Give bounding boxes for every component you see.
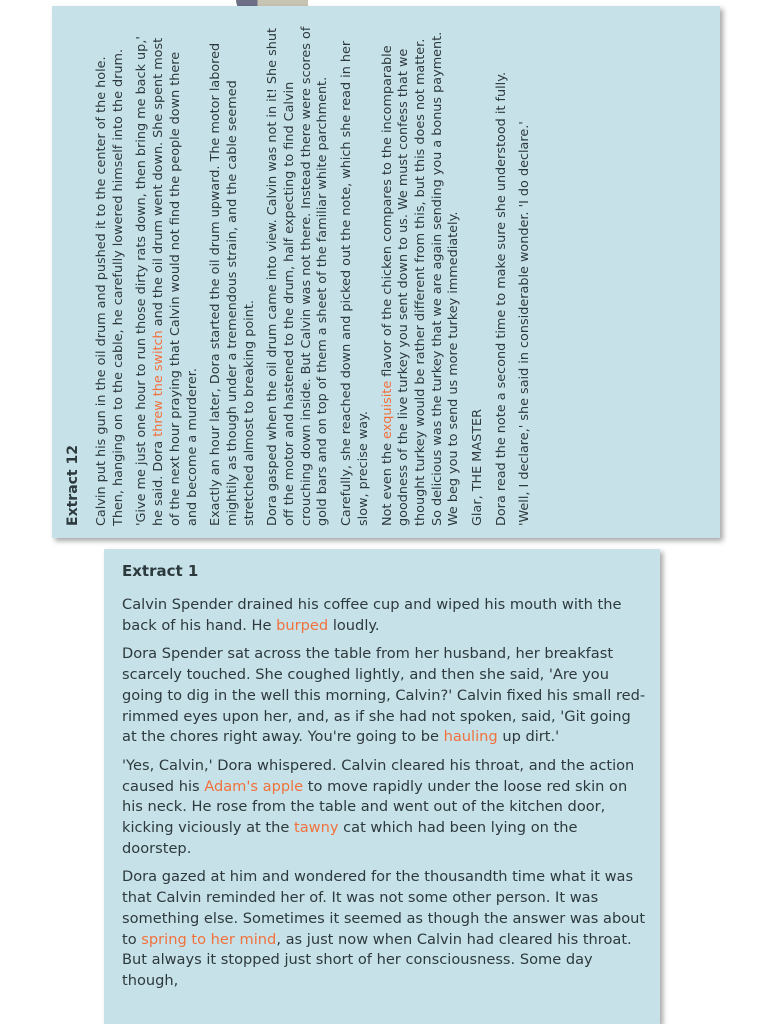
extract-12-card (52, 6, 720, 538)
extract-12-paragraph (134, 26, 201, 526)
extract-12-signature: Glar, THE MASTER (470, 408, 486, 526)
vocab-highlight: burped (276, 616, 329, 634)
text-run: 'Give me just one hour to run those dirty rats down, then bring me back up,' he said. Dora (134, 36, 167, 526)
text-run: up dirt.' (497, 728, 560, 746)
extract-1-card (104, 549, 660, 1024)
vocab-highlight: hauling (443, 728, 498, 746)
extract-12-paragraph (380, 26, 464, 526)
text-run: 'Yes, Calvin,' Dora whispered. Calvin cleared his throat, and the action caused his (122, 756, 635, 795)
extract-1-paragraph (122, 595, 646, 636)
vocab-highlight: spring to her mind (141, 930, 277, 948)
extract-1-paragraph (122, 756, 646, 860)
vocab-highlight: Adam's apple (204, 777, 304, 795)
text-run: to move rapidly under the loose red skin on his neck. He rose from the table and went out of the kitchen door, kicking viciously at the (122, 777, 628, 837)
text-run: Dora gazed at him and wondered for the thousandth time what it was that Calvin reminded her of. It was not some other person. It was something else. Sometimes it seemed as though the answer was about to (122, 868, 646, 948)
extract-12-heading: Extract 12 (65, 445, 81, 526)
extract-1-heading: Extract 1 (122, 562, 199, 580)
text-run: , as just now when Calvin had cleared his throat. But always it stopped just short of her consciousness. Some day though, (122, 930, 632, 989)
extract-12-paragraph: Exactly an hour later, Dora started the oil drum upward. The motor labored mightily as though under a tremendous strain, and the cable seemed stretched almost to breaking point. (208, 42, 257, 526)
text-run: flavor of the chicken compares to the incomparable goodness of the live turkey you sent down to us. We must confess that we thought turkey would be rather different from this, but this does not matter. So delicious was the turkey that we are again sending you a bonus payment. We beg you to send us more turkey immediately. (379, 31, 462, 526)
text-run: cat which had been lying on the doorstep. (122, 819, 578, 857)
extract-12-paragraph: Carefully, she reached down and picked out the note, which she read in her slow, precise way. (339, 40, 371, 526)
text-run: Calvin Spender drained his coffee cup and wiped his mouth with the back of his hand. He (122, 596, 622, 634)
extract-12-paragraph: Dora gasped when the oil drum came into view. Calvin was not in it! She shut off the motor and hastened to the drum, half expecting to find Calvin crouching down inside. But Calvin was not there. Instead there were scores of gold bars and on top of them a sheet of the familiar white parchment. (265, 26, 331, 526)
vocab-highlight: tawny (293, 819, 339, 837)
text-run: loudly. (328, 616, 380, 634)
extract-12-rotated-text (64, 26, 714, 526)
text-run: and the oil drum went down. She spent most of the next hour praying that Calvin would not find the people down there and become a murderer. (151, 37, 200, 526)
extract-1-paragraph (122, 867, 646, 991)
vocab-highlight: exquisite (379, 380, 395, 439)
text-run: Not even the (379, 438, 395, 526)
extract-12-paragraph: Calvin put his gun in the oil drum and pushed it to the center of the hole. Then, hanging on to the cable, he carefully lowered himself into the drum. (94, 48, 126, 526)
extract-1-paragraph (122, 644, 646, 748)
text-run: Dora Spender sat across the table from her husband, her breakfast scarcely touched. She coughed lightly, and then she said, 'Are you going to dig in the well this morning, Calvin?' Calvin fixed his small red-rimmed eyes upon her, and, as if she had not spoken, said, 'Git going at the chores right away. You're going to be (122, 645, 646, 746)
extract-12-paragraph: 'Well, I declare,' she said in considerable wonder. 'I do declare.' (517, 121, 533, 526)
vocab-highlight: threw the switch (151, 330, 167, 437)
extract-12-paragraph: Dora read the note a second time to make sure she understood it fully. (493, 71, 509, 526)
